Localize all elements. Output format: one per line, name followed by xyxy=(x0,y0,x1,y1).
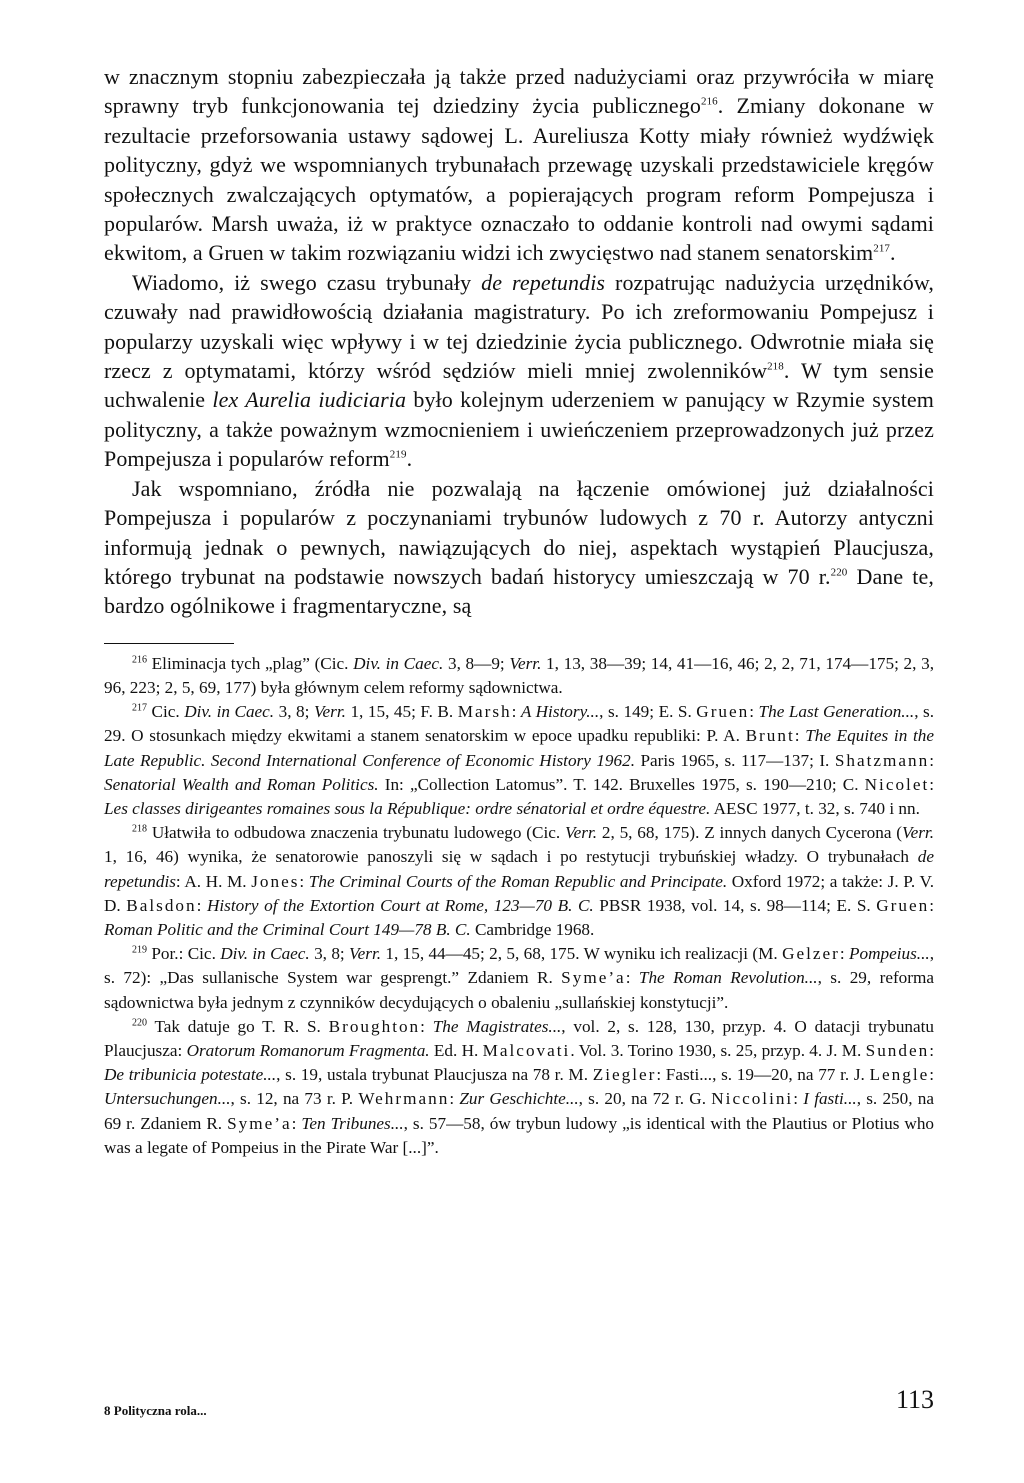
footnote-219: $^{219}$ Por.: Cic. Div. in Caec. 3, 8; Verr. 1, 15, 44—45; 2, 5, 68, 175. W wyniku ich realizacji (M. Gelzer: Pompeius..., s. 72): „Das sullanische System war gesprengt.” Zdaniem R. Syme’a: The Roman Revolution..., s. 29, reforma sądownictwa była jednym z czynników decydujących o obaleniu „sullańskiej konstytucji”. xyxy=(104,944,934,1012)
page-footer xyxy=(104,1385,934,1425)
footnote-218: $^{218}$ Ułatwiła to odbudowa znaczenia trybunatu ludowego (Cic. Verr. 2, 5, 68, 175). Z innych danych Cycerona (Verr. 1, 16, 46) wynika, że senatorowie panoszyli się w sądach i po restytucji trybuńskiej władzy. O trybunałach de repetundis: A. H. M. Jones: The Criminal Courts of the Roman Republic and Principate. Oxford 1972; a także: J. P. V. D. Balsdon: History of the Extortion Court at Rome, 123—70 B. C. PBSR 1938, vol. 14, s. 98—114; E. S. Gruen: Roman Politic and the Criminal Court 149—78 B. C. Cambridge 1968. xyxy=(104,823,934,939)
footnote-separator xyxy=(104,643,234,644)
paragraph-1: w znacznym stopniu zabezpieczała ją także przed nadużyciami oraz przywróciła w miarę sprawny tryb funkcjonowania tej dziedziny życia publicznego$^{216}$. Zmiany dokonane w rezultacie przeforsowania ustawy sądowej L. Aureliusza Kotty miały również wydźwięk polityczny, gdyż we wspomnianych trybunałach przewagę uzyskali przedstawiciele kręgów społecznych zwalczających optymatów, a popierających program reform Pompejusza i popularów. Marsh uważa, iż w praktyce oznaczało to oddanie kontroli nad owymi sądami ekwitom, a Gruen w takim rozwiązaniu widzi ich zwycięstwo nad stanem senatorskim$^{217}$. xyxy=(104,64,935,266)
printer-signature: 8 Polityczna rola... xyxy=(104,1403,207,1418)
page-number: 113 xyxy=(895,1385,934,1414)
paragraph-3: Jak wspomniano, źródła nie pozwalają na łączenie omówionej już działalności Pompejusza i popularów z poczynaniami trybunów ludowych z 70 r. Autorzy antyczni informują jednak o pewnych, nawiązujących do niej, aspektach wystąpień Plaucjusza, którego trybunat na podstawie nowszych badań historycy umieszczają w 70 r.$^{220}$ Dane te, bardzo ogólnikowe i fragmentaryczne, są xyxy=(104,475,934,619)
footnotes xyxy=(104,652,934,1160)
footnote-220: $^{220}$ Tak datuje go T. R. S. Broughton: The Magistrates..., vol. 2, s. 128, 130, przyp. 4. O datacji trybunatu Plaucjusza: Oratorum Romanorum Fragmenta. Ed. H. Malcovati. Vol. 3. Torino 1930, s. 25, przyp. 4. J. M. Sunden: De tribunicia potestate..., s. 19, ustala trybunat Plaucjusza na 78 r. M. Ziegler: Fasti..., s. 19—20, na 77 r. J. Lengle: Untersuchungen..., s. 12, na 73 r. P. Wehrmann: Zur Geschichte..., s. 20, na 72 r. G. Niccolini: I fasti..., s. 250, na 69 r. Zdaniem R. Syme’a: Ten Tribunes..., s. 57—58, ów trybun ludowy „is identical with the Plautius or Plotius who was a legate of Pompeius in the Pirate War [...]”. xyxy=(104,1016,935,1157)
paragraph-2: Wiadomo, iż swego czasu trybunały de repetundis rozpatrując nadużycia urzędników, czuwały nad prawidłowością działania magistratury. Po ich zreformowaniu Pompejusz i popularzy uzyskali więc wpływy i w tej dziedzinie życia publicznego. Odwrotnie miała się rzecz z optymatami, którzy wśród sędziów mieli mniej zwolenników$^{218}$. W tym sensie uchwalenie lex Aurelia iudiciaria było kolejnym uderzeniem w panujący w Rzymie system polityczny, a także poważnym wzmocnieniem i uwieńczeniem przeprowadzonych już przez Pompejusza i popularów reform$^{219}$. xyxy=(104,269,935,472)
page-content xyxy=(104,62,934,1160)
footnote-217: $^{217}$ Cic. Div. in Caec. 3, 8; Verr. 1, 15, 45; F. B. Marsh: A History..., s. 149; E. S. Gruen: The Last Generation..., s. 29. O stosunkach między ekwitami a stanem senatorskim w epoce upadku republiki: P. A. Brunt: The Equites in the Late Republic. Second International Conference of Economic History 1962. Paris 1965, s. 117—137; I. Shatzmann: Senatorial Wealth and Roman Politics. In: „Collection Latomus”. T. 142. Bruxelles 1975, s. 190—210; C. Nicolet: Les classes dirigeantes romaines sous la République: ordre sénatorial et ordre équestre. AESC 1977, t. 32, s. 740 i nn. xyxy=(104,702,935,818)
footnote-216: $^{216}$ Eliminacja tych „plag” (Cic. Div. in Caec. 3, 8—9; Verr. 1, 13, 38—39; 14, 41—16, 46; 2, 2, 71, 174—175; 2, 3, 96, 223; 2, 5, 69, 177) była głównym celem reformy sądownictwa. xyxy=(104,653,935,697)
main-text xyxy=(104,62,934,621)
